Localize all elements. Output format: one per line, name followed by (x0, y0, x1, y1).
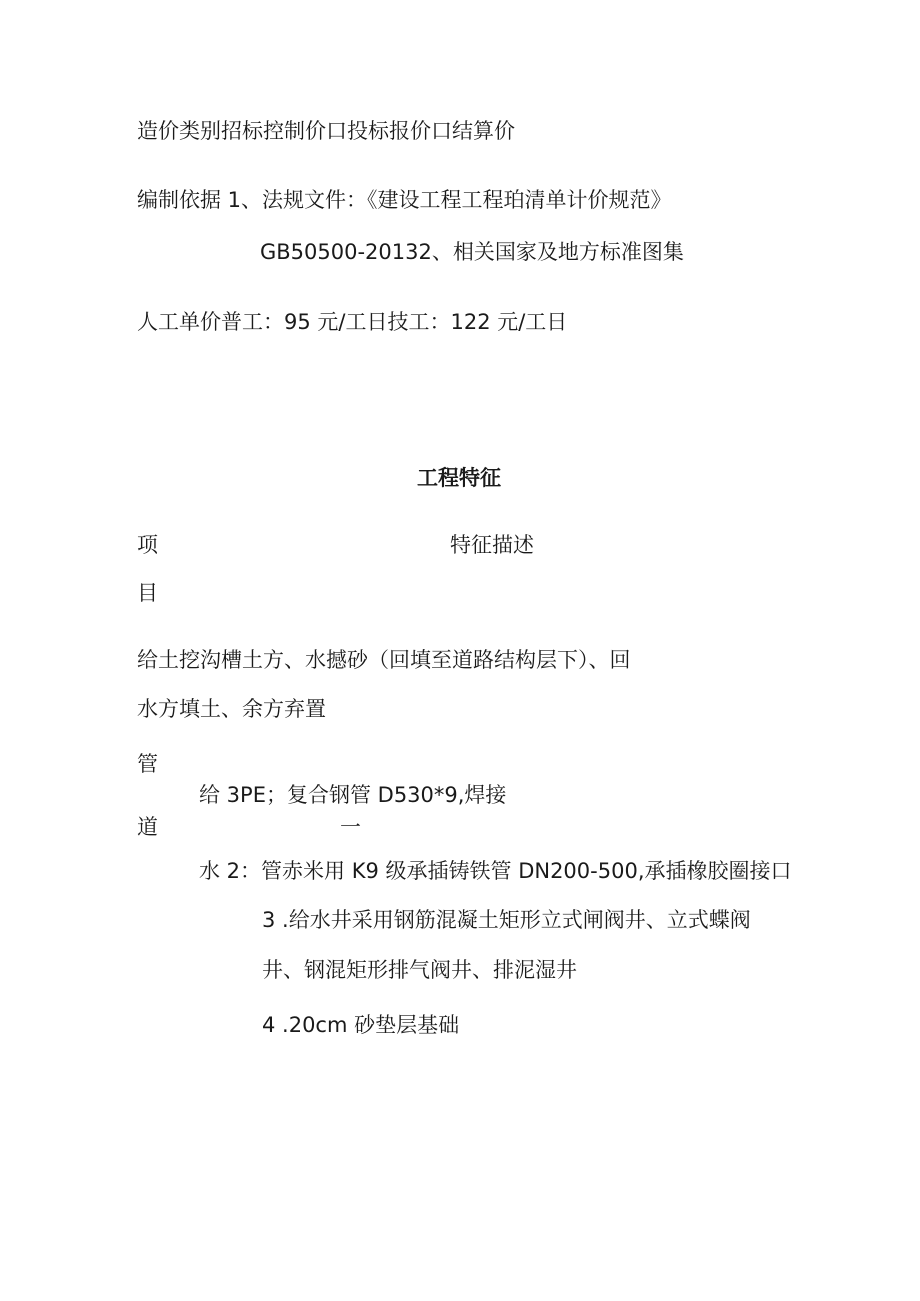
column-header-description: 特征描述 (450, 533, 534, 557)
basis-line-1: 编制依据 1、法规文件：《建设工程工程珀清单计价规范》 (137, 188, 672, 212)
column-header-item-2: 目 (137, 581, 158, 605)
labor-price-line: 人工单价普工：95 元/工日技工：122 元/工日 (137, 310, 568, 334)
row2-label-2: 道 (137, 815, 158, 839)
row1-line-2: 水方填土、余方弃置 (137, 697, 326, 721)
row1-line-1: 给土挖沟槽土方、水撼砂（回填至道路结构层下）、回 (137, 648, 631, 672)
row2-item-2: 水 2：管赤米用 K9 级承插铸铁管 DN200-500,承插橡胶圈接口 (199, 859, 792, 883)
row2-item-4: 4 .20cm 砂垫层基础 (262, 1013, 460, 1037)
row2-item-3-line-1: 3 .给水井采用钢筋混凝土矩形立式闸阀井、立式蝶阀 (262, 908, 751, 932)
row2-item-3-line-2: 井、钢混矩形排气阀井、排泥湿井 (262, 958, 577, 982)
section-title: 工程特征 (417, 466, 501, 490)
row2-dash: 一 (340, 815, 361, 839)
cost-type-line: 造价类别招标控制价口投标报价口结算价 (137, 119, 515, 143)
row2-label-1: 管 (137, 752, 158, 776)
row2-item-1: 给 3PE；复合钢管 D530*9,焊接 (199, 783, 507, 807)
basis-line-2: GB50500-20132、相关国家及地方标准图集 (260, 240, 684, 264)
column-header-item-1: 项 (137, 533, 158, 557)
